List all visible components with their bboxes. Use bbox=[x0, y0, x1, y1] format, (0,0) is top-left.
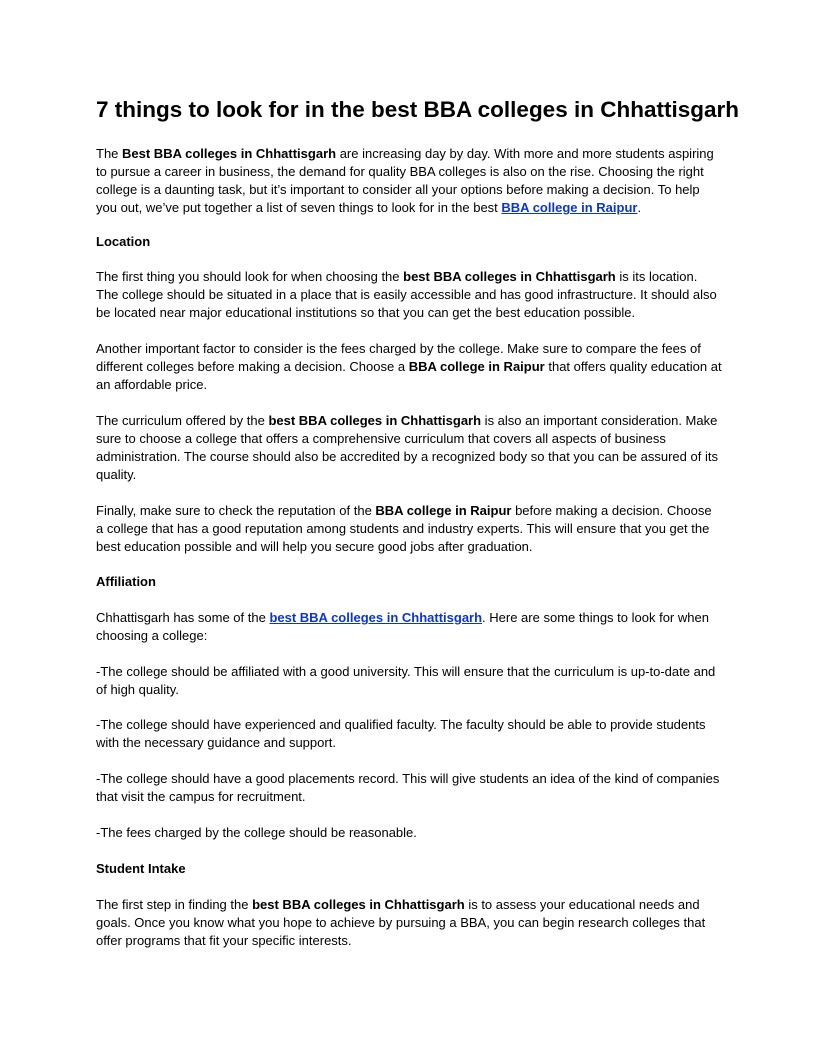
list-item: -The fees charged by the college should be reasonable. bbox=[96, 825, 417, 840]
bold-keyword: BBA college in Raipur bbox=[375, 503, 512, 518]
student-intake-heading: Student Intake bbox=[96, 861, 186, 876]
bold-keyword: best BBA colleges in Chhattisgarh bbox=[268, 413, 482, 428]
page-title: 7 things to look for in the best BBA colleges in Chhattisgarh bbox=[96, 97, 739, 122]
location-paragraph-2: Another important factor to consider is the fees charged by the college. Make sure to compare the fees of different colleges before making a decision. Choose a BBA college in Raipur that offers quality education at an affordable price. bbox=[96, 341, 722, 392]
intro-paragraph: The Best BBA colleges in Chhattisgarh are increasing day by day. With more and more students aspiring to pursue a career in business, the demand for quality BBA colleges is also on the rise. Choosing the right college is a daunting task, but it’s important to consider all your options before making a decision. To help you out, we’ve put together a list of seven things to look for in the best BBA college in Raipur. bbox=[96, 146, 714, 215]
location-paragraph-1: The first thing you should look for when choosing the best BBA colleges in Chhattisgarh is its location. The college should be situated in a place that is easily accessible and has good infrastructure. It should also be located near major educational institutions so that you can get the best education possible. bbox=[96, 269, 717, 320]
bba-college-raipur-link[interactable]: BBA college in Raipur bbox=[501, 200, 638, 215]
bold-keyword: Best BBA colleges in Chhattisgarh bbox=[122, 146, 337, 161]
bold-keyword: best BBA colleges in Chhattisgarh bbox=[403, 269, 616, 284]
bold-keyword: BBA college in Raipur bbox=[408, 359, 545, 374]
student-intake-paragraph: The first step in finding the best BBA colleges in Chhattisgarh is to assess your educational needs and goals. Once you know what you hope to achieve by pursuing a BBA, you can begin research colleges that offer programs that fit your specific interests. bbox=[96, 897, 706, 948]
location-paragraph-3: The curriculum offered by the best BBA colleges in Chhattisgarh is also an important consideration. Make sure to choose a college that offers a comprehensive curriculum that covers all aspects of business administration. The course should also be accredited by a recognized body so that you can be assured of its quality. bbox=[96, 413, 718, 482]
list-item: -The college should have experienced and qualified faculty. The faculty should be able to provide students with the necessary guidance and support. bbox=[96, 717, 706, 750]
best-bba-colleges-link[interactable]: best BBA colleges in Chhattisgarh bbox=[269, 610, 483, 625]
location-paragraph-4: Finally, make sure to check the reputation of the BBA college in Raipur before making a decision. Choose a college that has a good reputation among students and industry experts. This will ensure that you get the best education possible and will help you secure good jobs after graduation. bbox=[96, 503, 712, 554]
location-heading: Location bbox=[96, 234, 151, 249]
bold-keyword: best BBA colleges in Chhattisgarh bbox=[252, 897, 465, 912]
list-item: -The college should be affiliated with a good university. This will ensure that the curriculum is up-to-date and of high quality. bbox=[96, 664, 716, 697]
list-item: -The college should have a good placements record. This will give students an idea of the kind of companies that visit the campus for recruitment. bbox=[96, 771, 720, 804]
affiliation-paragraph-1: Chhattisgarh has some of the best BBA colleges in Chhattisgarh. Here are some things to look for when choosing a college: bbox=[96, 610, 709, 643]
affiliation-heading: Affiliation bbox=[96, 574, 156, 589]
